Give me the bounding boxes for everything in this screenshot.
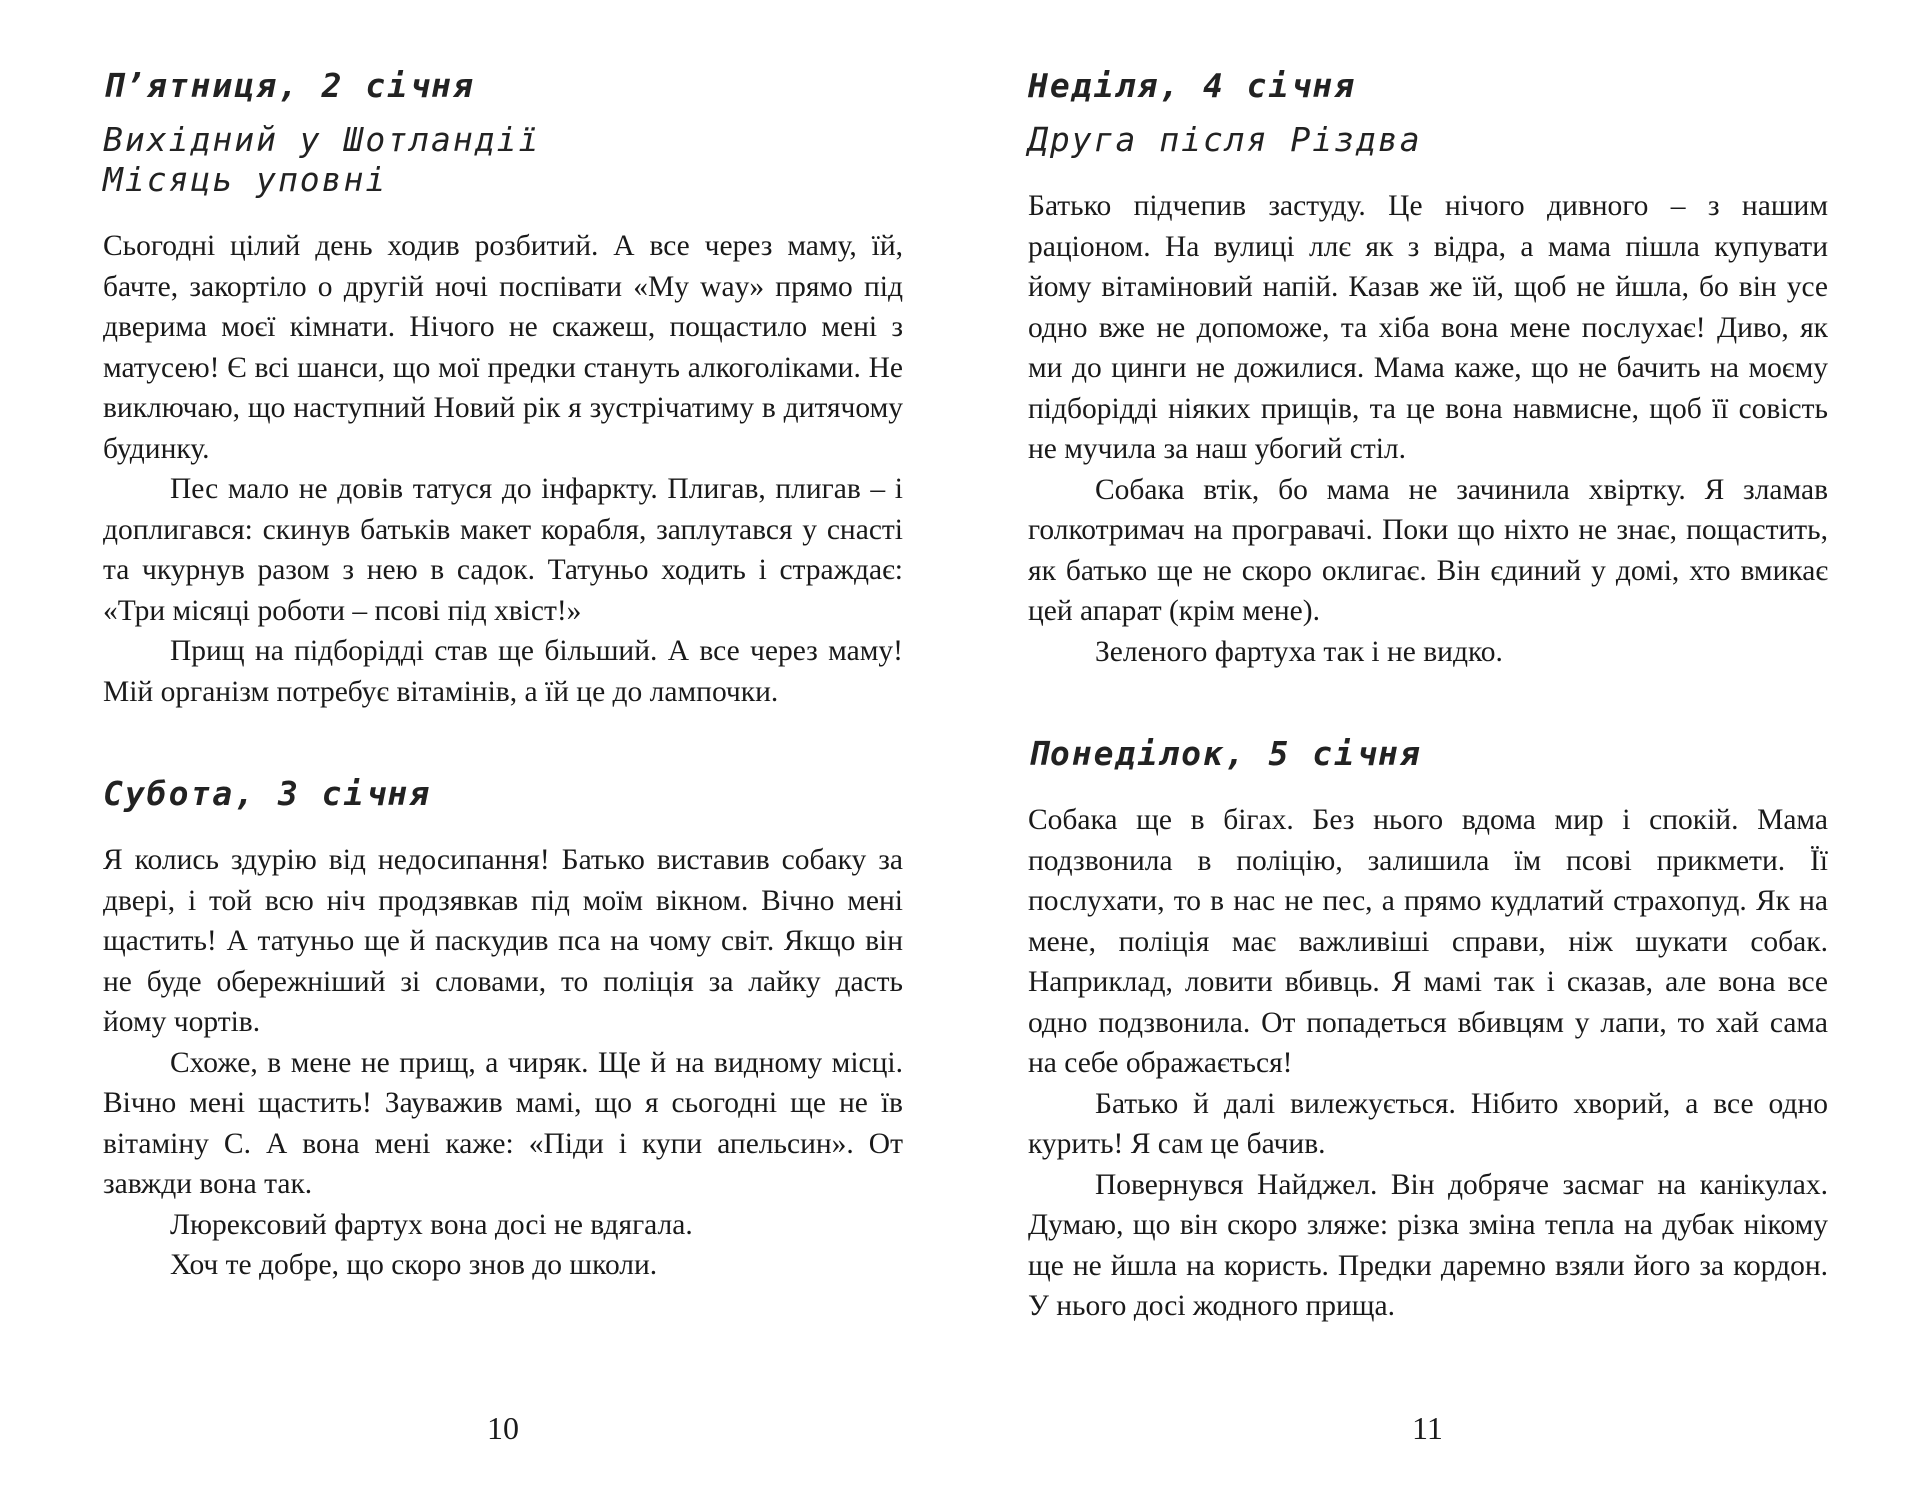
entry-paragraph: Люрексовий фартух вона досі не вдягала.: [170, 1208, 693, 1241]
entry-date-heading: Понеділок, 5 січня: [1028, 734, 1422, 773]
right-page: [960, 0, 1920, 1509]
entry-paragraph: Батько підчепив застуду. Це нічого дивного – з нашим раціоном. На вулиці ллє як з відра, а мама пішла купувати йому вітаміновий напій. Казав же їй, щоб не йшла, бо він усе одно вже не допоможе, та хіба вона мене послухає! Диво, як ми до цинги не дожилися. Мама каже, що не бачить на моєму підборідді ніяких прищів, та це вона навмисне, щоб її совість не мучила за наш убогий стіл.: [1028, 190, 1828, 465]
right-page-text-column: [1028, 66, 1828, 1389]
entry-paragraph: Схоже, в мене не прищ, а чиряк. Ще й на видному місці. Вічно мені щастить! Зауважив мамі, що я сьогодні ще не їв вітаміну С. А вона мені каже: «Піди і купи апельсин». От завжди вона так.: [103, 1046, 903, 1200]
entry-body: [103, 226, 903, 712]
entry-date-heading: Неділя, 4 січня: [1028, 66, 1357, 105]
entry-paragraph: Собака втік, бо мама не зачинила хвіртку. Я зламав голкотримач на програвачі. Поки що ніхто не знає, пощастить, як батько ще не скоро оклигає. Він єдиний у домі, хто вмикає цей апарат (крім мене).: [1028, 473, 1828, 627]
entry-body: [1028, 800, 1828, 1327]
entry-heading-block: [1028, 734, 1828, 774]
entry-paragraph: Зеленого фартуха так і не видко.: [1095, 635, 1503, 668]
entry-date-heading: П’ятниця, 2 січня: [103, 66, 475, 105]
page-number: 11: [1412, 1410, 1443, 1446]
entry-subheading: Вихідний у Шотландії: [103, 120, 541, 159]
diary-entry-sunday-jan-4: [1028, 66, 1828, 672]
entry-body: [1028, 186, 1828, 672]
entry-paragraph: Я колись здурію від недосипання! Батько виставив собаку за двері, і той всю ніч продзявкав під моїм вікном. Вічно мені щастить! А татуньо ще й паскудив пса на чому світ. Якщо він не буде обережніший зі словами, то поліція за лайку дасть йому чортів.: [103, 844, 903, 1038]
entry-paragraph: Сьогодні цілий день ходив розбитий. А все через маму, їй, бачте, закортіло о другій ночі поспівати «My way» прямо під дверима моєї кімнати. Нічого не скажеш, пощастило мені з матусею! Є всі шанси, що мої предки стануть алкоголіками. Не виключаю, що наступний Новий рік я зустрічатиму в дитячому будинку.: [103, 230, 903, 465]
diary-entry-friday-jan-2: [103, 66, 903, 712]
left-page-text-column: [103, 66, 903, 1348]
entry-paragraph: Повернувся Найджел. Він добряче засмаг на канікулах. Думаю, що він скоро зляже: різка зміна тепла на дубак нікому ще не йшла на користь. Предки даремно взяли його за кордон. У нього досі жодного прища.: [1028, 1168, 1828, 1322]
entry-paragraph: Хоч те добре, що скоро знов до школи.: [170, 1249, 658, 1281]
entry-heading-block: [103, 66, 903, 200]
diary-entry-saturday-jan-3: [103, 774, 903, 1286]
entry-paragraph: Батько й далі вилежується. Нібито хворий, а все одно курить! Я сам це бачив.: [1028, 1087, 1828, 1160]
entry-paragraph: Прищ на підборідді став ще більший. А все через маму! Мій організм потребує вітамінів, а їй це до лампочки.: [103, 635, 903, 708]
diary-entry-monday-jan-5: [1028, 734, 1828, 1327]
page-number: 10: [487, 1410, 519, 1446]
entry-subheading: Місяць уповні: [103, 160, 388, 199]
entry-paragraph: Собака ще в бігах. Без нього вдома мир і спокій. Мама подзвонила в поліцію, залишила їм псові прикмети. Її послухати, то в нас не пес, а прямо кудлатий страхопуд. Як на мене, поліція має важливіші справи, ніж шукати собак. Наприклад, ловити вбивць. Я мамі так і сказав, але вона все одно подзвонила. От попадеться вбивцям у лапи, то хай сама на себе ображається!: [1028, 804, 1828, 1079]
entry-subheading: Друга після Різдва: [1028, 120, 1422, 159]
entry-paragraph: Пес мало не довів татуся до інфаркту. Плигав, плигав – і доплигався: скинув батьків макет корабля, заплутався у снасті та чкурнув разом з нею в садок. Татуньо ходить і страждає: «Три місяці роботи – псові під хвіст!»: [103, 473, 903, 627]
entry-heading-block: [1028, 66, 1828, 160]
entry-heading-block: [103, 774, 903, 814]
entry-date-heading: Субота, 3 січня: [103, 774, 432, 813]
entry-body: [103, 840, 903, 1286]
